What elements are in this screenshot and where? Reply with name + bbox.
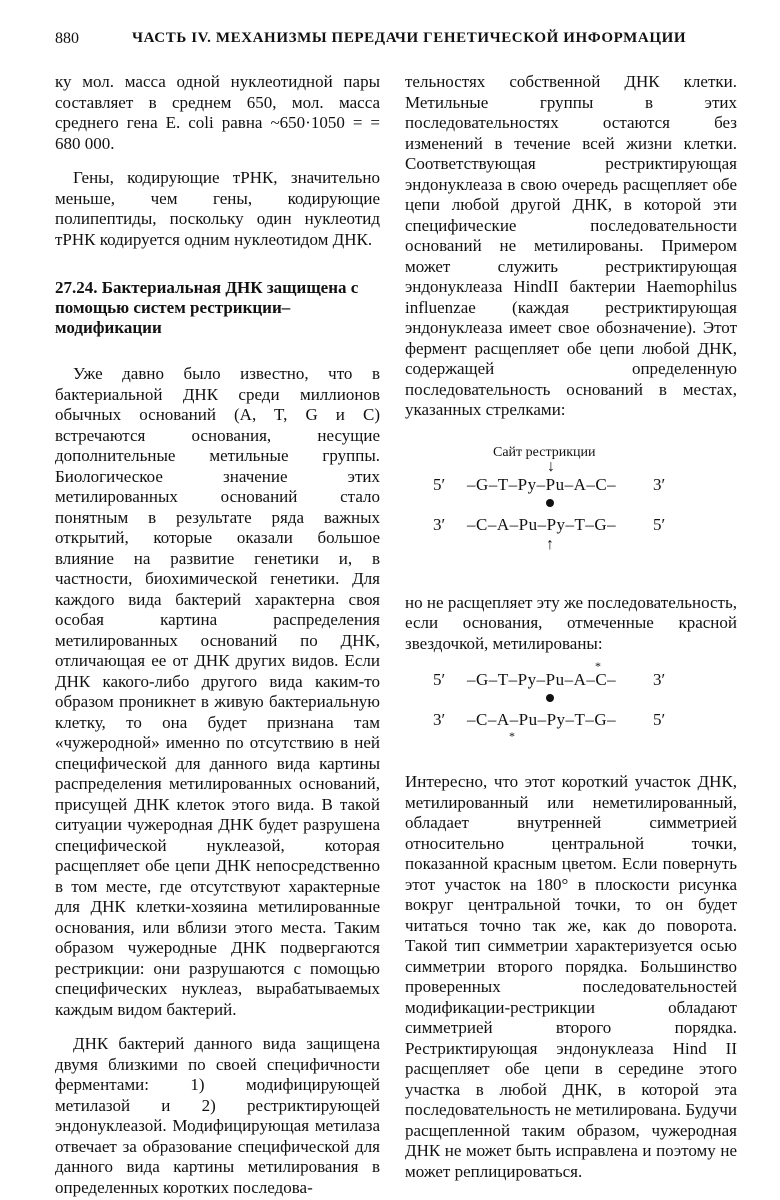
left-column bbox=[55, 72, 380, 1198]
paragraph: Уже давно было известно, что в бактериальной ДНК среди миллионов обычных оснований (A, T, G и C) встречаются основания, несущие дополнительные метильные группы. Биологическое значение этих метилированных оснований стало понятным в результате ряда важных открытий, которые оказали большое влияние на развитие генетики и, в частности, биохимической генетики. Для каждого вида бактерий характерна своя особая картина распределения метилированных оснований по ДНК, отличающая ее от ДНК других видов. Если ДНК какого-либо другого вида каким-то образом проникнет в живую бактериальную клетку, то она будет признана там «чужеродной» именно по отсутствию в ней специфической для данного вида картины распределения метилированных оснований, присущей ДНК клеток этого вида. В такой ситуации чужеродная ДНК будет разрушена специфической нуклеазой, которая расщепляет обе цепи ДНК непосредственно в том месте, где отсутствуют характерные для ДНК клетки-хозяина метилированные основания, или вблизи этого места. Таким образом чужеродные ДНК подвергаются рестрикции: они разрушаются с помощью специфических нуклеаз, вырабатываемых каждым видом бактерий. bbox=[55, 364, 380, 1019]
methyl-star-icon: * bbox=[509, 729, 515, 743]
strand-end-label: 5′ bbox=[433, 474, 446, 494]
right-column bbox=[405, 72, 737, 1182]
paragraph: Интересно, что этот короткий участок ДНК, метилированный или неметилированный, обладает внутренней симметрией относительно центральной точки, показанной красным цветом. Если повернуть этот участок на 180° в плоскости рисунка вокруг центральной точки, то он будет читаться точно так же, как до поворота. Такой тип симметрии характеризуется осью симметрии второго порядка. Большинство проверенных последовательностей модификации-рестрикции обладают симметрией второго порядка. Рестриктирующая эндонуклеаза Hind II расщепляет обе цепи в середине этого участка в любой ДНК, в которой эта последовательность не метилирована. Будучи расщепленной таким образом, чужеродная ДНК не может быть исправлена и поэтому не может реплицироваться. bbox=[405, 772, 737, 1181]
dna-top-strand: –G–T–Py–Pu–A–C– bbox=[467, 474, 617, 494]
running-head: ЧАСТЬ IV. МЕХАНИЗМЫ ПЕРЕДАЧИ ГЕНЕТИЧЕСКОЙ ИНФОРМАЦИИ bbox=[132, 30, 687, 46]
page-header bbox=[55, 30, 725, 52]
methylated-site-diagram bbox=[405, 654, 737, 750]
paragraph: ку мол. масса одной нуклеотидной пары составляет в среднем 650, мол. масса среднего гена E. coli равна ~650·1050 = = 680 000. bbox=[55, 72, 380, 153]
methyl-star-icon: * bbox=[595, 659, 601, 673]
paragraph: ДНК бактерий данного вида защищена двумя близкими по своей специфичности ферментами: 1) модифицирующей метилазой и 2) рестриктирующей эндонуклеазой. Модифицирующая метилаза отвечает за образование специфической для данного вида картины метилирования в определенных коротких последова- bbox=[55, 1034, 380, 1197]
strand-end-label: 3′ bbox=[653, 670, 666, 689]
strand-end-label: 3′ bbox=[433, 710, 446, 729]
symmetry-center-dot bbox=[546, 694, 554, 702]
strand-end-label: 5′ bbox=[433, 670, 446, 689]
strand-end-label: 5′ bbox=[653, 710, 666, 729]
cut-arrow-up-icon: ↑ bbox=[546, 535, 554, 553]
cut-arrow-down-icon: ↓ bbox=[547, 457, 555, 475]
restriction-site-label: Сайт рестрикции bbox=[493, 444, 596, 460]
strand-end-label: 3′ bbox=[433, 514, 446, 534]
page-number: 880 bbox=[55, 30, 79, 47]
strand-end-label: 3′ bbox=[653, 474, 666, 494]
strand-end-label: 5′ bbox=[653, 514, 666, 534]
paragraph: но не расщепляет эту же последовательность, если основания, отмеченные красной звездочкой, метилированы: bbox=[405, 592, 737, 653]
dna-bottom-strand: –C–A–Pu–Py–T–G– bbox=[467, 710, 617, 729]
restriction-site-diagram bbox=[405, 421, 737, 569]
section-heading: 27.24. Бактериальная ДНК защищена с помощью систем рестрикции–модификации bbox=[55, 278, 359, 337]
dna-top-strand: –G–T–Py–Pu–A–C– bbox=[467, 670, 617, 689]
symmetry-center-dot bbox=[546, 499, 554, 507]
paragraph: тельностях собственной ДНК клетки. Метильные группы в этих последовательностях остаются без изменений в течение всей жизни клетки. Соответствующая рестриктирующая эндонуклеаза в свою очередь расщепляет обе цепи любой другой ДНК, в которой эти специфические последовательности оснований не метилированы. Примером может служить рестриктирующая эндонуклеаза HindII бактерии Haemophilus influenzae (каждая рестриктирующая эндонуклеаза имеет свое обозначение). Этот фермент расщепляет обе цепи любой ДНК, содержащей определенную последовательность оснований в местах, указанных стрелками: bbox=[405, 72, 737, 419]
paragraph: Гены, кодирующие тРНК, значительно меньше, чем гены, кодирующие полипептиды, поскольку один нуклеотид тРНК кодируется одним нуклеотидом ДНК. bbox=[55, 168, 380, 249]
dna-bottom-strand: –C–A–Pu–Py–T–G– bbox=[467, 514, 617, 534]
